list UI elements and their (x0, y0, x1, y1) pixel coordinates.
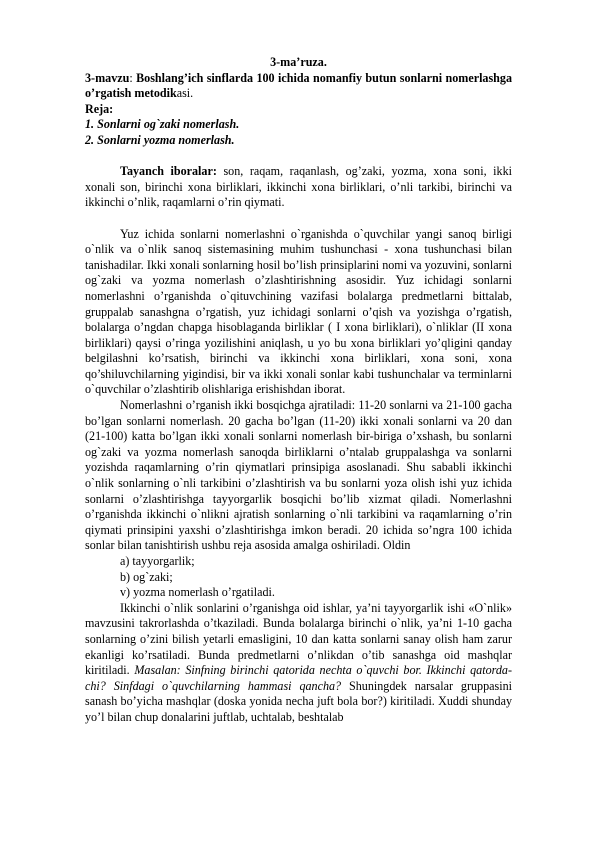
topic-tail: asi. (176, 86, 194, 101)
topic-line (85, 71, 512, 102)
lecture-title: 3-ma’ruza. (270, 55, 327, 69)
paragraph-3-text-1: Ikkinchi o`nlik sonlarini o’rganishga oid ishlar, ya’ni tayyorgarlik ishi «O`nlik» mavzusini takrorlashda o’tkaziladi. Bunda bolalarga birinchi o`nlik, ya’ni 1-10 gacha sonlarning o’zini bilish yetarli emasligini, 10 dan katta sonlarni sanay olish ham zarur ekanligi ko’rsatiladi. Bunda predmetlarni o’nlikdan o’tib sanashga oid mashqlar kiritiladi. (85, 600, 512, 678)
paragraph-3-example: Masalan: Sinfning birinchi qatorida nechta o`quvchi bor. Ikkinchi qatorda-chi? Sinfdagi o`quvchilarning hammasi qancha? (85, 663, 512, 693)
keywords-text: son, raqam, raqanlash, og’zaki, yozma, xona soni, ikki xonali son, birinchi xona birliklari, ikkinchi xona birliklari, o’nli tarkibi, birinchi va ikkinchi o’nlik, raqamlarni o’rin qiymati. (85, 164, 512, 210)
topic-label: 3-mavzu (85, 70, 130, 85)
stage-item-b: b) og`zaki; (120, 569, 173, 584)
paragraph-1: Yuz ichida sonlarni nomerlashni o`rganishda o`quvchilar yangi sanoq birligi o`nlik va o`nlik sanoq sistemasining muhim tushunchasi - xona tushunchasi bilan tanishadilar. Ikki xonali sonlarning hosil bo’lish prinsiplarini nomi va yozuvini, sonlarni og`zaki va yozma nomerlash o’zlashtirishning asosidir. Yuz ichidagi sonlarni nomerlashni o’rganishda o`qituvchining vazifasi bolalarga predmetlarni bittalab, gruppalab sanashgna o’rgatish, yuz ichidagi sonlarni o’qish va yozishga o’rgatish, bolalarga o’ngdan chapga hisoblaganda birliklar ( I xona birliklari), o`nliklar (II xona birliklari) qaysi o’ringa yozilishini aniqlash, u yo bu xona birliklari yo’qligini qanday belgilashni ko’rsatish, birinchi va ikkinchi xona birliklari, xona soni, xona qo’shiluvchilarning yigindisi, bir va ikki xonali sonlar kabi tushunchalar va terminlarni o`quvchilar o’zlashtirib olishlariga erishishdan iborat. (85, 226, 512, 397)
keywords-label: Tayanch iboralar: (120, 164, 217, 179)
paragraph-2: Nomerlashni o’rganish ikki bosqichga ajratiladi: 11-20 sonlarni va 21-100 gacha bo’lgan sonlarni nomerlash. 20 gacha bo’lgan (11-20) ikki xonali sonlarni va 20 dan (21-100) katta bo’lgan ikki xonali sonlarni nomerlash bir-biriga o’xshash, bu sonlarni og`zaki va yozma nomerlash sanoqda birliklarni o’ntalab gruppalashga va sonlarni yozishda raqamlarning o’rin qiymatlari prinsipiga asoslanadi. Shu sababli ikkinchi o`nlik sonlarning o`nli tarkibini o’zlashtirish va bu sonlarni yoza olish ishi yuz ichida sonlarni o’zlashtirishga tayyorgarlik bosqichi bo’lib xizmat qiladi. Nomerlashni o’rganishda ikkinchi o`nlikni ajratish sonlarning o`nli tarkibini va raqamlarning o’rin qiymati prinsipini yaxshi o’zlashtirishga imkon beradi. 20 ichida so’ngra 100 ichida sonlar bilan tanishtirish ushbu reja asosida amalga oshiriladi. Oldin (85, 398, 512, 553)
plan-item-2: 2. Sonlarni yozma nomerlash. (85, 132, 235, 147)
document-page (85, 55, 512, 726)
topic-colon: : (129, 70, 137, 85)
topic-text: Boshlang’ich sinflarda 100 ichida nomanfiy butun sonlarni nomerlashga o’rgatish metodik (85, 70, 512, 101)
plan-item-1: 1. Sonlarni og`zaki nomerlash. (85, 117, 240, 132)
plan-heading: Reja: (85, 101, 114, 116)
paragraph-3-text-2: Shuningdek narsalar gruppasini sanash bo’yicha mashqlar (doska yonida necha juft bola bor?) kiritiladi. Xuddi shunday yo’l bilan chup donalarini juftlab, uchtalab, beshtalab (85, 678, 512, 724)
keywords-paragraph (85, 164, 512, 211)
paragraph-3 (85, 601, 512, 726)
stage-item-v: v) yozma nomerlash o’rgatiladi. (120, 585, 275, 600)
stage-item-a: a) tayyorgarlik; (120, 554, 195, 568)
